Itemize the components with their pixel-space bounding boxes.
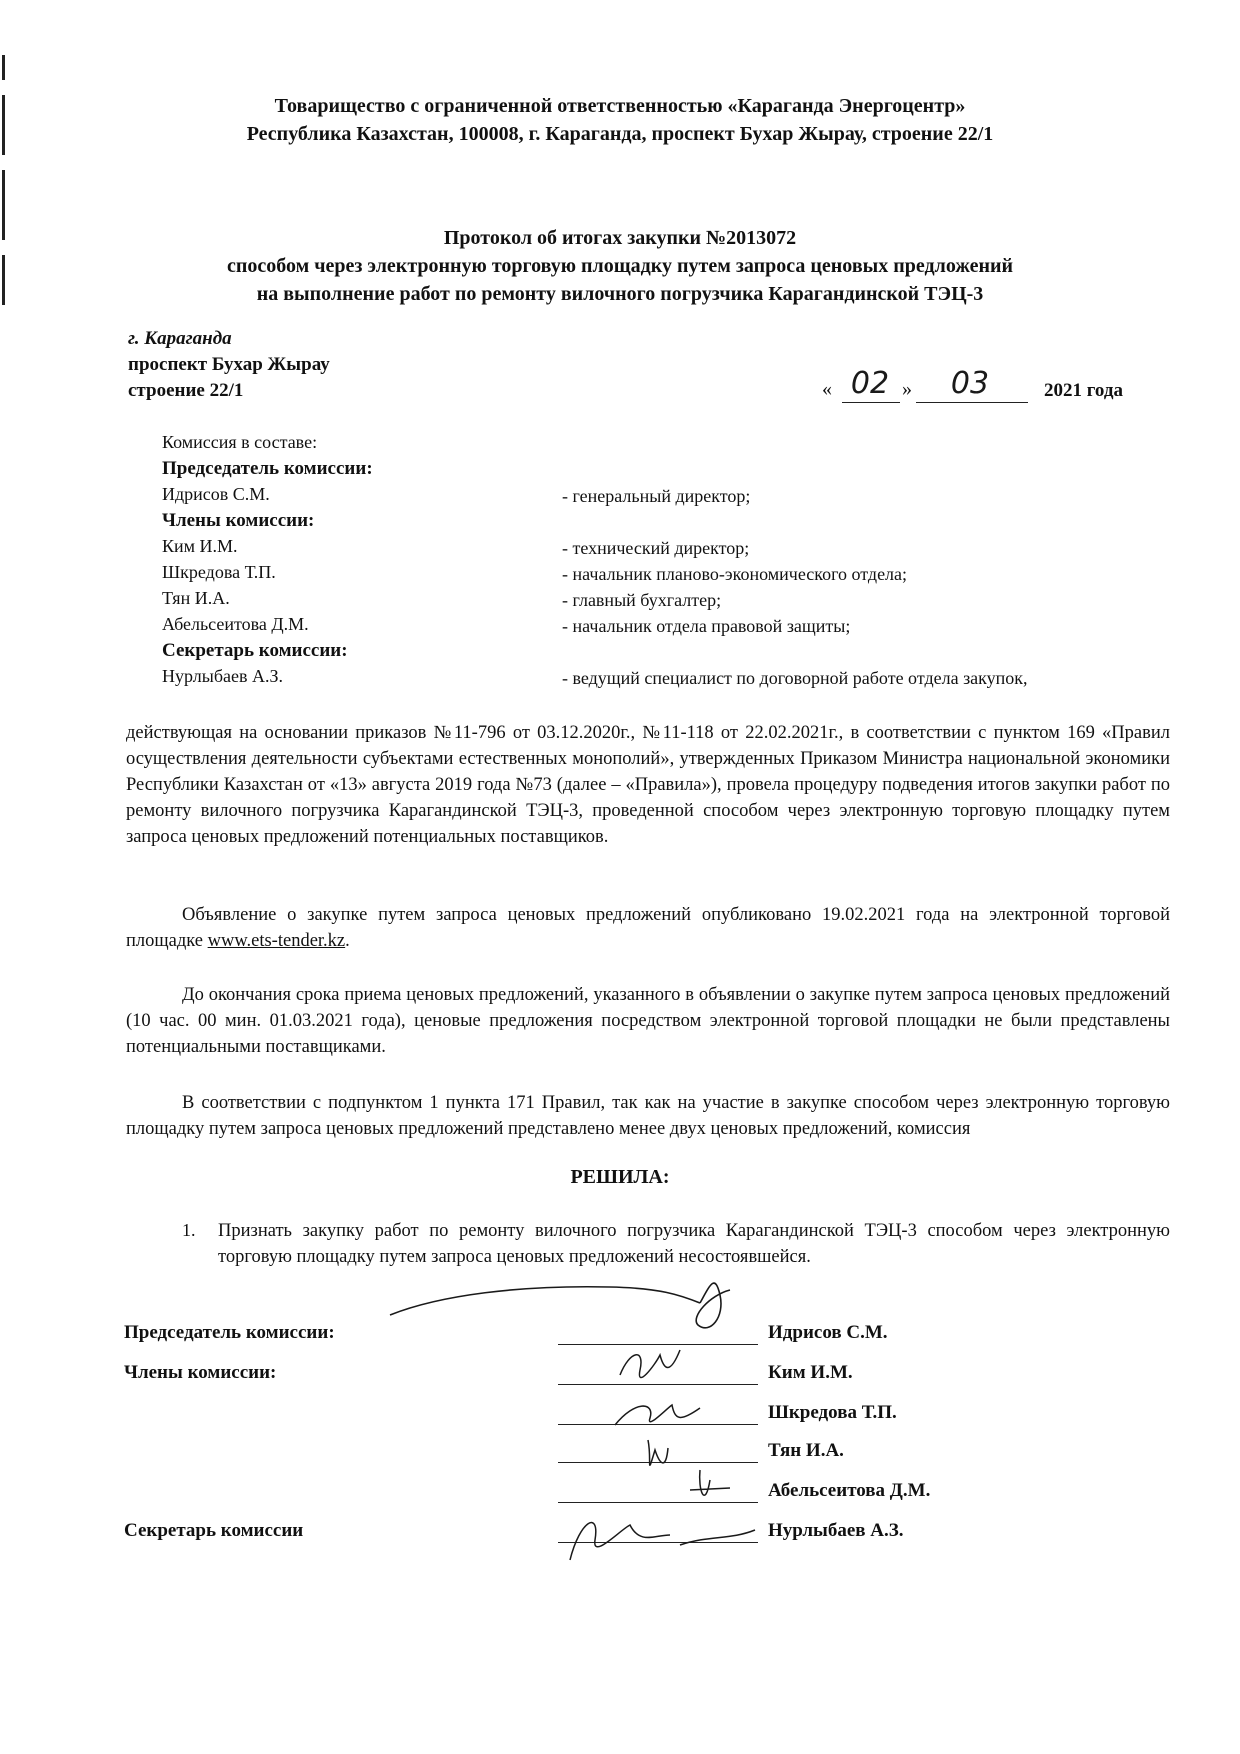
ets-tender-link[interactable]: www.ets-tender.kz xyxy=(207,931,346,951)
member-name: Абельсеитова Д.М. xyxy=(162,614,309,634)
protocol-subtitle-method: способом через электронную торговую площадку путем запроса ценовых предложений xyxy=(226,255,1014,277)
members-signatures xyxy=(560,1330,780,1570)
members-heading: Члены комиссии: xyxy=(162,510,315,531)
member-name: Тян И.А. xyxy=(162,588,230,608)
announcement-end: . xyxy=(345,931,350,951)
body-paragraph-basis: действующая на основании приказов №11-796 от 03.12.2020г., №11-118 от 22.02.2021г., в соответствии с пунктом 169 «Правил осуществления деятельности субъектами естественных монополий», утвержденных Приказом Министра национальной экономики Республики Казахстан от «13» августа 2019 года №73 (далее – «Правила»), провела процедуру подведения итогов закупки работ по ремонту вилочного погрузчика Карагандинской ТЭЦ-3, проведенной способом через электронную торговую площадку путем запроса ценовых предложений потенциальных поставщиков. xyxy=(126,723,1170,847)
announcement-text: Объявление о закупке путем запроса ценовых предложений опубликовано 19.02.2021 года на электронной торговой площадке xyxy=(126,905,1170,951)
sign-name-secretary: Нурлыбаев А.З. xyxy=(768,1520,904,1541)
decision-heading: РЕШИЛА: xyxy=(570,1166,670,1188)
commission-intro: Комиссия в составе: xyxy=(162,432,318,452)
date-day-underline xyxy=(842,402,900,403)
protocol-title: Протокол об итогах закупки №2013072 xyxy=(443,227,797,249)
org-address: Республика Казахстан, 100008, г. Караганда, проспект Бухар Жырау, строение 22/1 xyxy=(246,123,994,145)
sign-name-member: Тян И.А. xyxy=(768,1440,844,1461)
chair-heading: Председатель комиссии: xyxy=(162,458,373,479)
sign-secretary-label: Секретарь комиссии xyxy=(124,1520,304,1541)
place-city: г. Караганда xyxy=(128,328,232,349)
member-role: - главный бухгалтер; xyxy=(562,590,722,610)
body-paragraph-legal-basis: В соответствии с подпунктом 1 пункта 171 Правил, так как на участие в закупке способом через электронную торговую площадку путем запроса ценовых предложений представлено менее двух ценовых предложений, комиссия xyxy=(126,1093,1170,1139)
sign-chair-label: Председатель комиссии: xyxy=(124,1322,335,1343)
member-role: - технический директор; xyxy=(562,538,750,558)
scan-edge-mark xyxy=(2,55,5,80)
date-open-quote: « xyxy=(822,378,832,400)
sign-name-member: Абельсеитова Д.М. xyxy=(768,1480,931,1501)
secretary-heading: Секретарь комиссии: xyxy=(162,640,348,661)
member-name: Шкредова Т.П. xyxy=(162,562,276,582)
place-building: строение 22/1 xyxy=(128,380,244,401)
secretary-role: - ведущий специалист по договорной работе отдела закупок, xyxy=(562,668,1028,688)
protocol-subtitle-subject: на выполнение работ по ремонту вилочного погрузчика Карагандинской ТЭЦ-3 xyxy=(256,283,984,305)
sign-name-chair: Идрисов С.М. xyxy=(768,1322,888,1343)
org-name: Товарищество с ограниченной ответственностью «Караганда Энергоцентр» xyxy=(274,95,966,117)
chair-role: - генеральный директор; xyxy=(562,486,751,506)
date-month-underline xyxy=(916,402,1028,403)
decision-text: Признать закупку работ по ремонту вилочного погрузчика Карагандинской ТЭЦ-3 способом через электронную торговую площадку путем запроса ценовых предложений несостоявшейся. xyxy=(218,1221,1170,1267)
secretary-name: Нурлыбаев А.З. xyxy=(162,666,283,686)
date-month: 03 xyxy=(950,366,990,401)
member-role: - начальник отдела правовой защиты; xyxy=(562,616,851,636)
date-year: 2021 года xyxy=(1044,380,1123,401)
sign-name-member: Шкредова Т.П. xyxy=(768,1402,897,1423)
sign-members-label: Члены комиссии: xyxy=(124,1362,277,1383)
member-role: - начальник планово-экономического отдела; xyxy=(562,564,908,584)
body-paragraph-deadline: До окончания срока приема ценовых предложений, указанного в объявлении о закупке путем запроса ценовых предложений (10 час. 00 мин. 01.03.2021 года), ценовые предложения посредством электронной торговой площадки не были представлены потенциальными поставщиками. xyxy=(126,985,1170,1057)
date-close-quote: » xyxy=(902,378,912,400)
date-day: 02 xyxy=(850,366,890,401)
chair-name: Идрисов С.М. xyxy=(162,484,270,504)
decision-number: 1. xyxy=(182,1220,196,1240)
place-street: проспект Бухар Жырау xyxy=(128,354,330,375)
protocol-date xyxy=(822,366,1142,408)
body-paragraph-announcement xyxy=(126,902,1170,954)
sign-name-member: Ким И.М. xyxy=(768,1362,853,1383)
member-name: Ким И.М. xyxy=(162,536,238,556)
